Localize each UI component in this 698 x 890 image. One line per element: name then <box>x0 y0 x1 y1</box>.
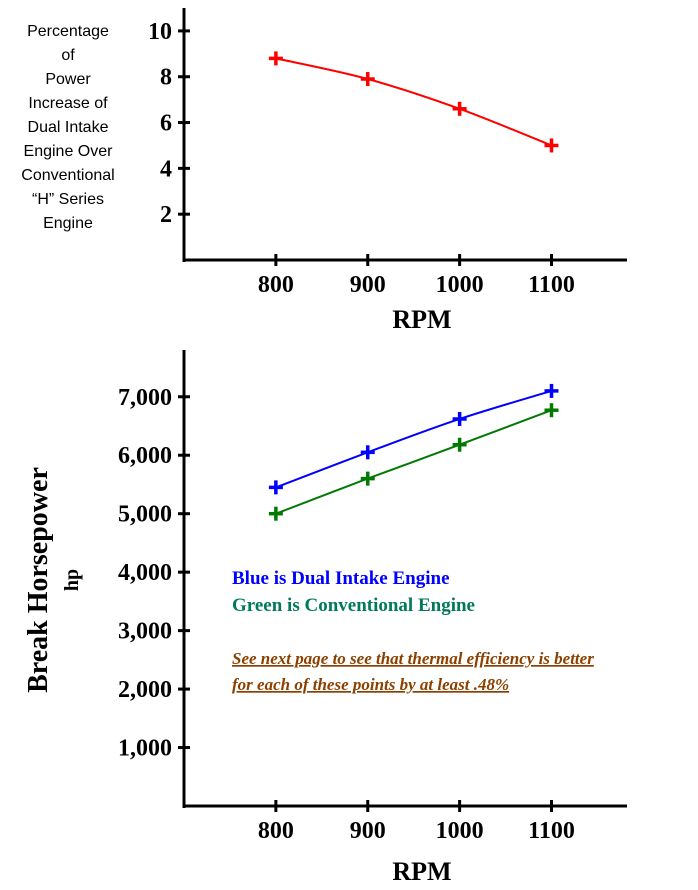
bottom-y-axis-label: Break Horsepower <box>23 467 54 693</box>
top-x-tick-label: 900 <box>349 272 386 298</box>
bottom-y-tick-label: 1,000 <box>118 735 172 762</box>
legend-blue-note: Blue is Dual Intake Engine <box>232 568 450 589</box>
top-data-point <box>269 51 283 65</box>
bottom-x-tick-label: 1100 <box>528 818 575 844</box>
bottom-x-tick-label: 900 <box>349 818 386 844</box>
bottom-data-point <box>545 384 559 398</box>
bottom-x-tick-label: 1000 <box>435 818 484 844</box>
bottom-data-point <box>269 480 283 494</box>
bottom-series-group <box>269 384 559 521</box>
top-y-tick-label: 10 <box>148 18 172 45</box>
bottom-y-tick-label: 4,000 <box>118 560 172 587</box>
top-data-point <box>361 72 375 86</box>
top-data-point <box>453 102 467 116</box>
top-y-tick-label: 2 <box>160 202 172 229</box>
top-y-tick-label: 6 <box>160 110 172 137</box>
top-x-tick-label: 800 <box>257 272 294 298</box>
top-chart <box>148 8 627 334</box>
top-x-tick-label: 1100 <box>528 272 575 298</box>
top-chart-y-axis-label: Percentage of Power Increase of Dual Intake Engine Over Conventional “H” Series Engine <box>21 23 115 232</box>
bottom-series-line-1 <box>276 410 552 513</box>
bottom-chart <box>23 350 627 886</box>
bottom-data-point <box>453 412 467 426</box>
top-series-line-0 <box>276 58 552 145</box>
bottom-data-point <box>361 445 375 459</box>
bottom-y-tick-label: 6,000 <box>118 443 172 470</box>
bottom-series-line-0 <box>276 391 552 487</box>
bottom-y-axis-unit: hp <box>61 568 83 592</box>
bottom-y-tick-label: 3,000 <box>118 618 172 645</box>
top-series-group <box>269 51 559 152</box>
bottom-y-tick-label: 2,000 <box>118 677 172 704</box>
top-data-point <box>545 138 559 152</box>
bottom-data-point <box>453 438 467 452</box>
bottom-y-ticks <box>118 385 190 762</box>
top-x-axis-label: RPM <box>392 305 452 334</box>
bottom-data-point <box>545 403 559 417</box>
efficiency-note-line1: See next page to see that thermal efficiency is better <box>232 649 594 668</box>
bottom-x-axis-label: RPM <box>392 857 452 886</box>
top-y-tick-label: 8 <box>160 64 172 91</box>
bottom-data-point <box>361 472 375 486</box>
top-y-tick-label: 4 <box>160 156 172 183</box>
bottom-data-point <box>269 507 283 521</box>
bottom-x-tick-label: 800 <box>257 818 294 844</box>
top-x-tick-label: 1000 <box>435 272 484 298</box>
legend-green-note: Green is Conventional Engine <box>232 595 475 616</box>
bottom-y-tick-label: 5,000 <box>118 501 172 528</box>
bottom-y-tick-label: 7,000 <box>118 384 172 411</box>
efficiency-note-line2: for each of these points by at least .48% <box>232 675 510 694</box>
